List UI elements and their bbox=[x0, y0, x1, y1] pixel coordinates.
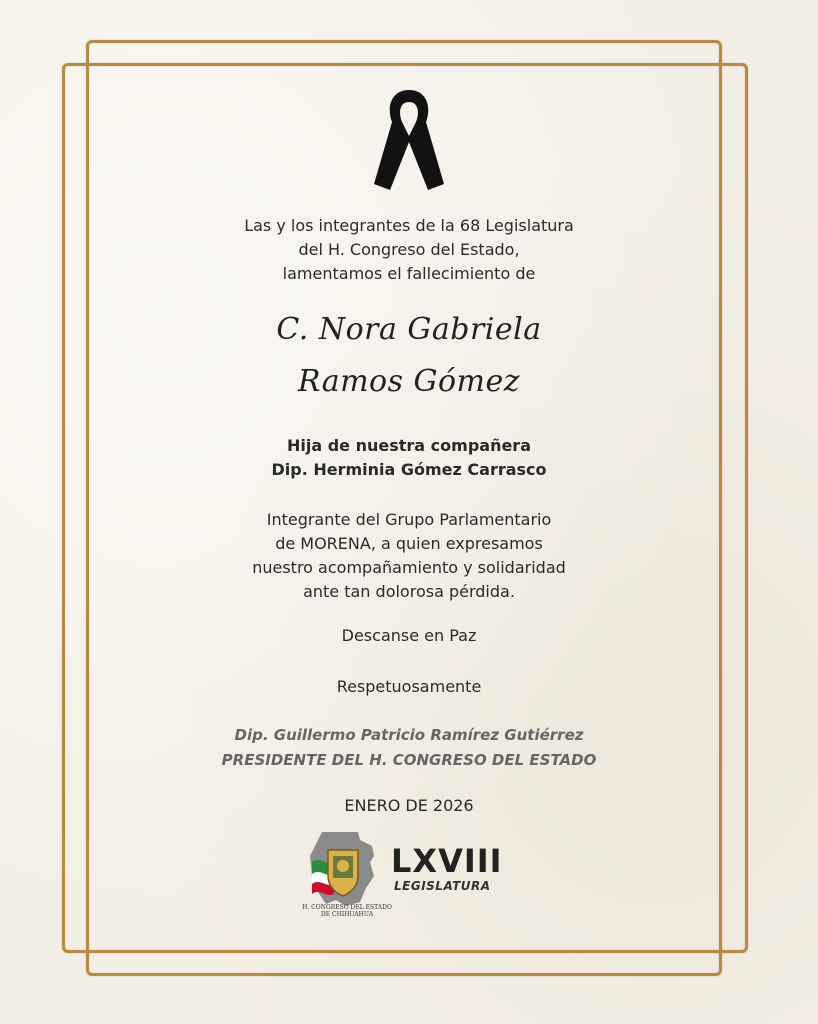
intro-text bbox=[0, 214, 818, 286]
rest-in-peace-text: Descanse en Paz bbox=[341, 626, 477, 645]
relation-line-2: Dip. Herminia Gómez Carrasco bbox=[271, 460, 547, 479]
date-text: ENERO DE 2026 bbox=[344, 796, 474, 815]
message-text bbox=[0, 508, 818, 604]
mourning-ribbon-icon bbox=[370, 84, 448, 196]
message-line-1: Integrante del Grupo Parlamentario bbox=[266, 510, 552, 529]
intro-line-1: Las y los integrantes de la 68 Legislatura bbox=[244, 216, 574, 235]
signature-block bbox=[0, 723, 818, 773]
legislature-label: LEGISLATURA bbox=[394, 879, 491, 893]
institution-line-1: H. CONGRESO DEL ESTADO bbox=[302, 904, 392, 911]
relation-text bbox=[0, 434, 818, 482]
intro-line-2: del H. Congreso del Estado, bbox=[298, 240, 520, 259]
state-seal-icon bbox=[328, 850, 358, 896]
message-line-3: nuestro acompañamiento y solidaridad bbox=[252, 558, 566, 577]
message-line-4: ante tan dolorosa pérdida. bbox=[303, 582, 515, 601]
signature-name: Dip. Guillermo Patricio Ramírez Gutiérrez bbox=[234, 726, 584, 744]
institution-name bbox=[292, 904, 402, 918]
signature-title: PRESIDENTE DEL H. CONGRESO DEL ESTADO bbox=[221, 751, 597, 769]
message-line-2: de MORENA, a quien expresamos bbox=[275, 534, 543, 553]
relation-line-1: Hija de nuestra compañera bbox=[287, 436, 531, 455]
deceased-name-line-2: Ramos Gómez bbox=[297, 364, 521, 399]
deceased-name-line-1: C. Nora Gabriela bbox=[276, 312, 542, 347]
institution-line-2: DE CHIHUAHUA bbox=[320, 911, 374, 918]
closing-text: Respetuosamente bbox=[336, 677, 482, 696]
legislature-number: LXVIII bbox=[391, 842, 503, 880]
intro-line-3: lamentamos el fallecimiento de bbox=[282, 264, 536, 283]
